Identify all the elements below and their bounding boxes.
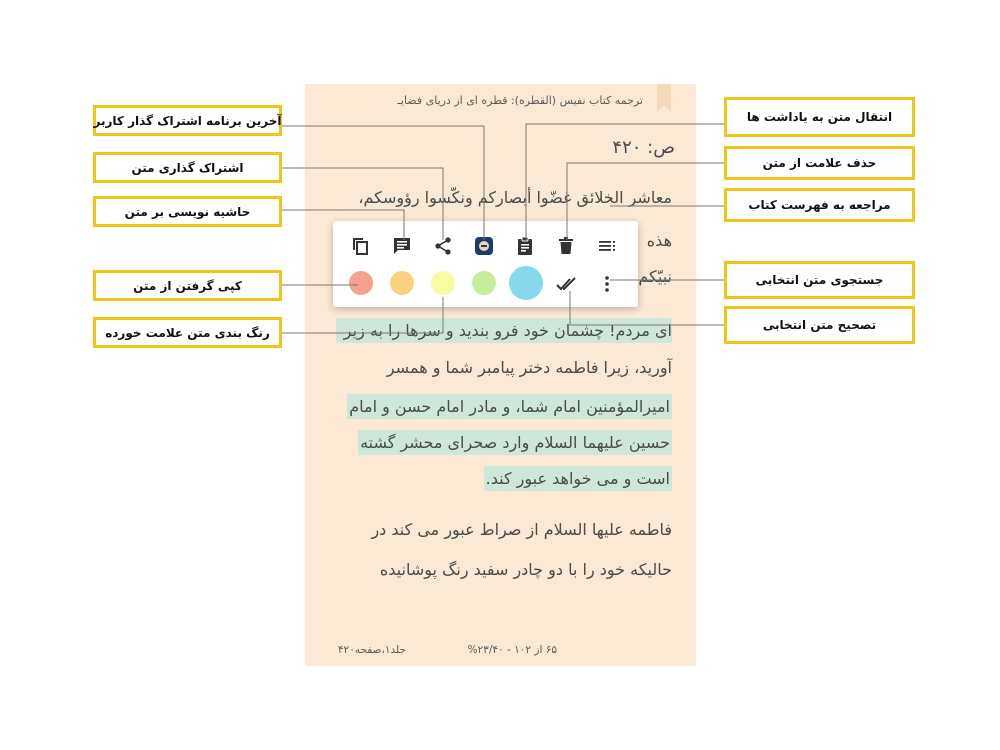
text-line[interactable]: فاطمه علیها السلام از صراط عبور می کند در [371,520,672,539]
text-line[interactable]: آورید، زیرا فاطمه دختر پیامبر شما و همسر [386,358,672,377]
callout-remove-mark: حذف علامت از متن [724,146,915,180]
callout-book-index: مراجعه به فهرست کتاب [724,188,915,222]
callout-search-selected: جستجوی متن انتخابی [724,261,915,299]
highlighted-text-line[interactable]: است و می خواهد عبور کند. [484,466,672,491]
text-line[interactable]: نبيّكم [638,267,672,286]
highlighted-text-line[interactable]: حسین علیهما السلام وارد صحرای محشر گشته [358,430,672,455]
callout-color-marked-text: رنگ بندی متن علامت خورده [93,317,282,348]
highlighted-text-line[interactable]: ای مردم! چشمان خود فرو بندید و سرها را به زیر [336,318,672,343]
highlighted-text-line[interactable]: امیرالمؤمنین امام شما، و مادر امام حسن و امام [347,394,672,419]
text-line[interactable]: معاشر الخلائق غضّوا أبصاركم ونكّسوا رؤوسكم، [358,188,672,207]
callout-move-to-notes: انتقال متن به یاداشت ها [724,97,915,137]
footer-progress: ۶۵ از ۱۰۲ - ۲۳/۴۰% [467,644,557,656]
callout-copy-text: کپی گرفتن از متن [93,270,282,301]
callout-last-share-app: آخرین برنامه اشتراک گذار کاربر [93,105,282,136]
footer-volume-page: جلد۱،صفحه۴۲۰ [337,644,406,656]
page-number-label: ص: ۴۲۰ [612,137,675,158]
text-line[interactable]: حالیکه خود را با دو چادر سفید رنگ پوشانیده [379,560,672,579]
callout-correct-selected: تصحیح متن انتخابی [724,306,915,344]
callout-annotate-text: حاشیه نویسی بر متن [93,196,282,227]
book-title: ترجمه کتاب نفیس (القطره): قطره ای از دریای فضایـ [397,94,643,107]
callout-share-text: اشتراک گذاری متن [93,152,282,183]
text-line[interactable]: هذه [646,231,672,250]
